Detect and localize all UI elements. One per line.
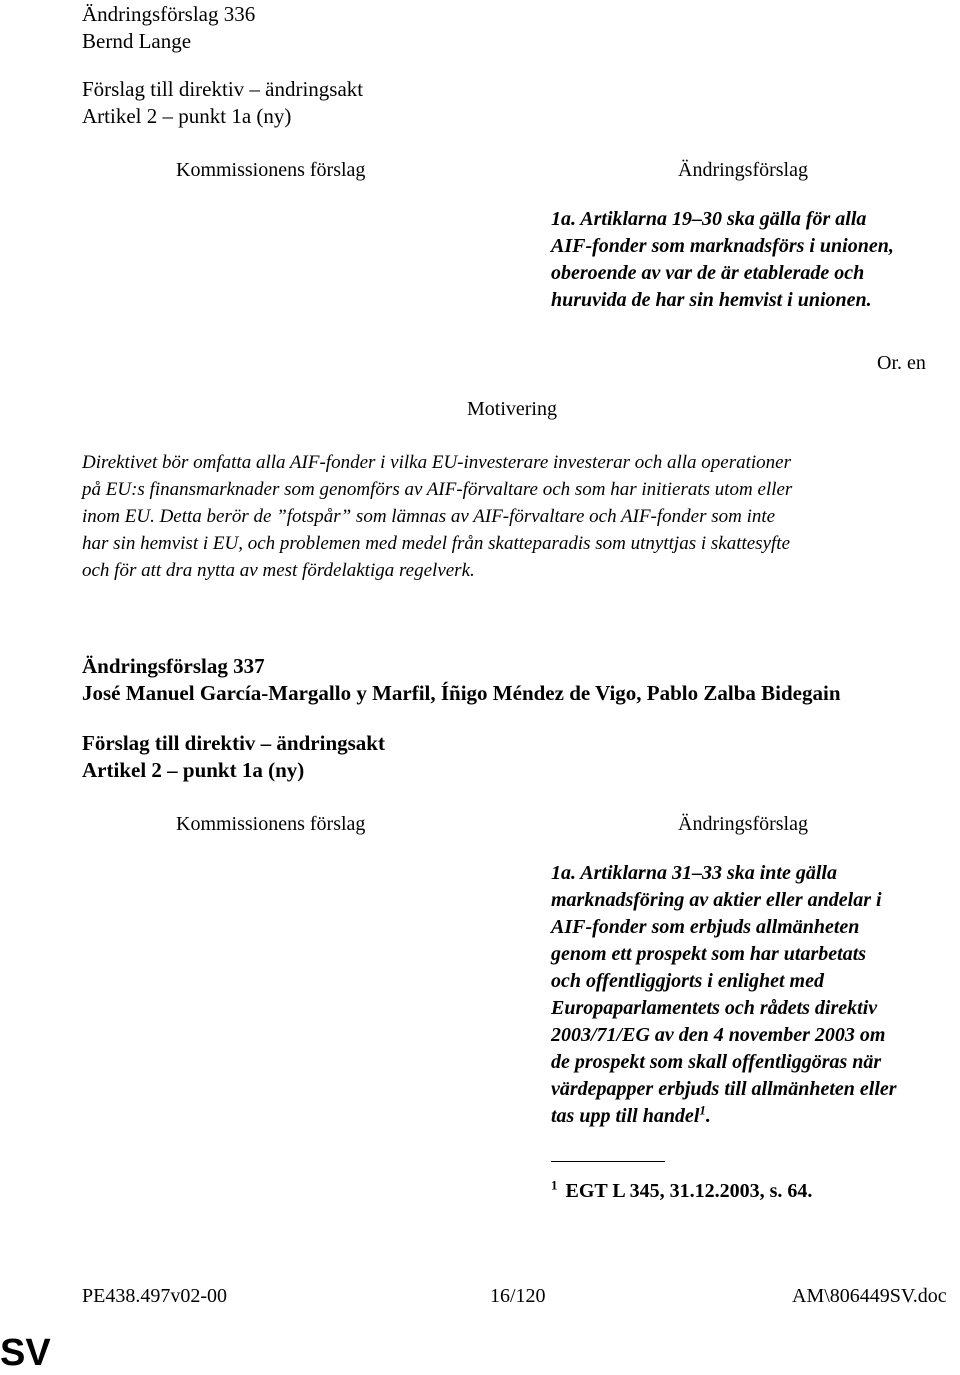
footnote-number: 1	[551, 1177, 558, 1193]
column-heading-commission: Kommissionens förslag	[176, 813, 366, 835]
amendment-number: Ändringsförslag 337	[82, 654, 265, 678]
amendment-text-line: AIF-fonder som marknadsförs i unionen,	[551, 235, 894, 257]
amendment-text-line: värdepapper erbjuds till allmänheten eller	[551, 1078, 897, 1100]
footnote-reference[interactable]: 1	[699, 1102, 706, 1118]
amendment-text-last-line	[551, 1103, 711, 1130]
amendment-text-line: Europaparlamentets och rådets direktiv	[551, 997, 878, 1019]
amendment-text-line: 1a. Artiklarna 31–33 ska inte gälla	[551, 862, 837, 884]
footnote	[551, 1178, 812, 1205]
justification-line: och för att dra nytta av mest fördelaktiga regelverk.	[82, 560, 475, 581]
amendment-text-line: 2003/71/EG av den 4 november 2003 om	[551, 1024, 886, 1046]
amendment-text-line: och offentliggjorts i enlighet med	[551, 970, 824, 992]
footer-reference: PE438.497v02-00	[82, 1285, 227, 1307]
footnote-separator	[551, 1161, 665, 1162]
column-heading-amendment: Ändringsförslag	[678, 813, 808, 835]
justification-line: på EU:s finansmarknader som genomförs av AIF-förvaltare och som har initierats utom eller	[82, 479, 793, 500]
justification-line: har sin hemvist i EU, och problemen med medel från skatteparadis som utnyttjas i skattesyfte	[82, 533, 791, 554]
justification-heading: Motivering	[467, 398, 557, 420]
footnote-text: EGT L 345, 31.12.2003, s. 64.	[565, 1180, 813, 1202]
amendment-number: Ändringsförslag 336	[82, 2, 256, 26]
amendment-authors: José Manuel García-Margallo y Marfil, Íñigo Méndez de Vigo, Pablo Zalba Bidegain	[82, 681, 841, 705]
justification-line: inom EU. Detta berör de ”fotspår” som lämnas av AIF-förvaltare och AIF-fonder som inte	[82, 506, 776, 527]
amendment-text-line: 1a. Artiklarna 19–30 ska gälla för alla	[551, 208, 867, 230]
amendment-text-line: AIF-fonder som erbjuds allmänheten	[551, 916, 860, 938]
language-code: SV	[0, 1332, 51, 1374]
column-heading-amendment: Ändringsförslag	[678, 159, 808, 181]
footer-document-name: AM\806449SV.doc	[792, 1285, 947, 1307]
amendment-text-line: oberoende av var de är etablerade och	[551, 262, 865, 284]
amendment-text-line: de prospekt som skall offentliggöras när	[551, 1051, 882, 1073]
footer-page-number: 16/120	[490, 1285, 546, 1307]
original-language: Or. en	[877, 352, 926, 374]
amendment-text-line: marknadsföring av aktier eller andelar i	[551, 889, 882, 911]
proposal-title: Förslag till direktiv – ändringsakt	[82, 731, 385, 755]
amendment-author: Bernd Lange	[82, 29, 192, 53]
justification-line: Direktivet bör omfatta alla AIF-fonder i vilka EU-investerare investerar och alla operationer	[82, 452, 792, 473]
article-reference: Artikel 2 – punkt 1a (ny)	[82, 104, 292, 128]
proposal-title: Förslag till direktiv – ändringsakt	[82, 77, 364, 101]
amendment-text-line: huruvida de har sin hemvist i unionen.	[551, 289, 872, 311]
amendment-text-line: genom ett prospekt som har utarbetats	[551, 943, 867, 965]
amendment-text-line: tas upp till handel	[551, 1105, 700, 1127]
sentence-end: .	[705, 1105, 711, 1127]
article-reference: Artikel 2 – punkt 1a (ny)	[82, 758, 305, 782]
column-heading-commission: Kommissionens förslag	[176, 159, 366, 181]
